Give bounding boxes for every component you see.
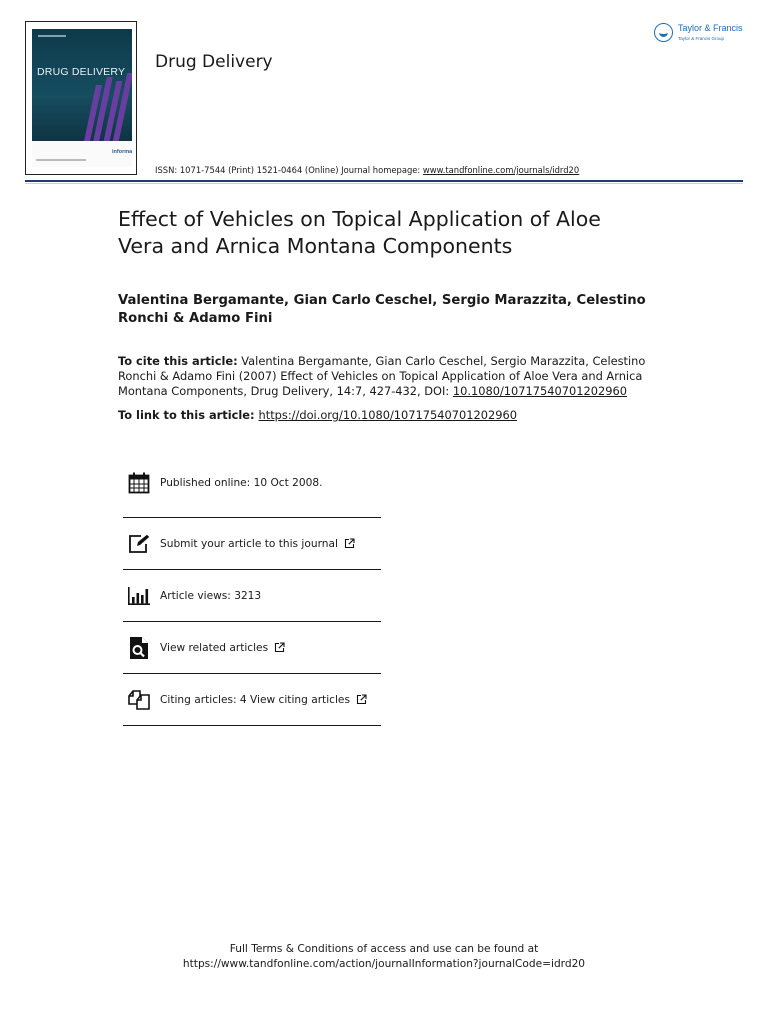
journal-name: Drug Delivery: [155, 52, 273, 72]
external-link-icon: [274, 638, 285, 657]
taylor-francis-logo[interactable]: [654, 22, 754, 46]
issn-line: [155, 165, 579, 175]
copy-documents-icon: [127, 688, 151, 712]
article-link-row: [118, 408, 658, 423]
journal-homepage-link[interactable]: www.tandfonline.com/journals/idrd20: [422, 165, 580, 175]
article-title: Effect of Vehicles on Topical Application of Aloe Vera and Arnica Montana Components: [118, 207, 601, 258]
publisher-group: Taylor & Francis Group: [678, 36, 725, 41]
article-authors: Valentina Bergamante, Gian Carlo Ceschel, Sergio Marazzita, Celestino Ronchi & Adamo Fini: [118, 293, 646, 326]
bar-chart-icon: [127, 584, 151, 608]
search-document-icon: [127, 636, 151, 660]
external-link-icon: [356, 690, 367, 709]
submit-article-row[interactable]: [123, 518, 381, 570]
view-related-articles-link[interactable]: View related articles: [160, 641, 269, 654]
cite-label: To cite this article:: [118, 354, 238, 368]
issn-text: ISSN: 1071-7544 (Print) 1521-0464 (Online) Journal homepage:: [155, 165, 423, 175]
link-label: To link to this article:: [118, 408, 259, 422]
doi-link[interactable]: 10.1080/10717540701202960: [452, 384, 628, 398]
publisher-name: Taylor & Francis: [678, 23, 743, 33]
published-online: Published online: 10 Oct 2008.: [160, 477, 323, 489]
submit-article-link[interactable]: Submit your article to this journal: [160, 537, 338, 550]
citation: To cite this article: Valentina Bergamante, Gian Carlo Ceschel, Sergio Marazzita, Celestino Ronchi & Adamo Fini (2007) Effect of Vehicles on Topical Application of Aloe Vera and Arnica Montana Components, Drug Delivery, 14:7, 427-432, DOI: 10.1080/10717540701202960: [118, 354, 646, 398]
published-online-row: [123, 464, 381, 502]
citing-articles-link[interactable]: Citing articles: 4 View citing articles: [160, 693, 350, 706]
terms-footer: [0, 942, 768, 972]
article-views-row: [123, 570, 381, 622]
journal-cover: [25, 21, 137, 175]
header-divider-thin: [25, 183, 743, 184]
edit-icon: [127, 532, 151, 556]
terms-url[interactable]: https://www.tandfonline.com/action/journalInformation?journalCode=idrd20: [182, 958, 586, 970]
citing-articles-row[interactable]: [123, 674, 381, 726]
calendar-icon: [127, 471, 151, 495]
article-views: Article views: 3213: [160, 589, 262, 602]
cover-title: DRUG DELIVERY: [37, 66, 126, 78]
related-articles-row[interactable]: [123, 622, 381, 674]
terms-text: Full Terms & Conditions of access and use can be found at: [229, 943, 539, 955]
article-doi-url[interactable]: https://doi.org/10.1080/10717540701202960: [258, 408, 517, 422]
cover-publisher: informa: [112, 149, 133, 155]
header-divider: [25, 180, 743, 182]
external-link-icon: [344, 534, 355, 553]
taylor-francis-logo-icon: [654, 23, 673, 42]
article-info-list: [123, 464, 381, 726]
